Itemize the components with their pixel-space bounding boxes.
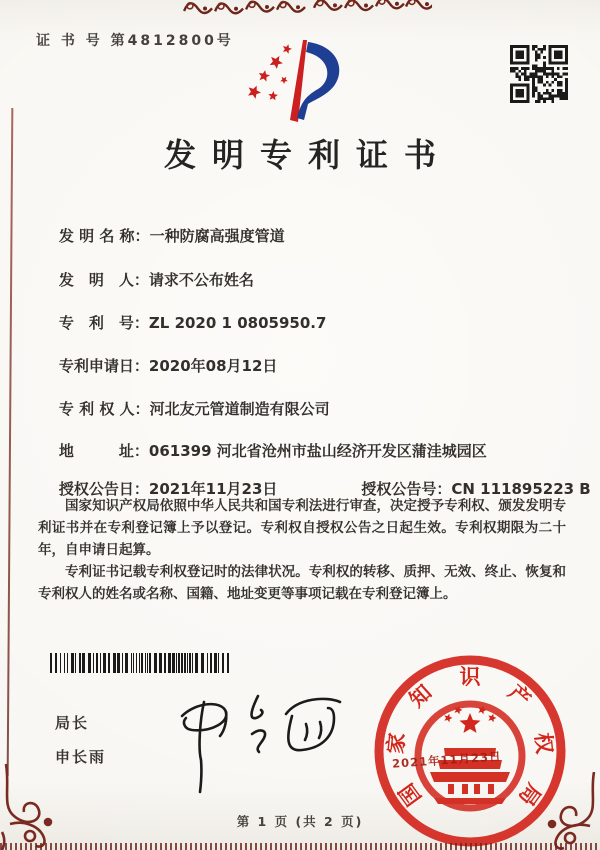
field-address-value: 061399 河北省沧州市盐山经济开发区蒲洼城园区 (148, 442, 487, 460)
svg-text:产: 产 (503, 680, 536, 712)
certificate-number: 证 书 号 第4812800号 (36, 33, 234, 49)
signer-title: 局长 (55, 714, 90, 732)
left-border-rule (7, 108, 14, 776)
field-inventor-value: 请求不公布姓名 (148, 271, 254, 289)
bottom-left-ornament (0, 762, 70, 850)
field-patentee-value: 河北友元管道制造有限公司 (149, 400, 330, 418)
field-grant-number-label: 授权公告号： (361, 480, 452, 498)
svg-text:识: 识 (459, 665, 481, 689)
field-address-label: 地 址： (58, 442, 149, 460)
legal-paragraph-2: 专利证书记载专利权登记时的法律状况。专利权的转移、质押、无效、终止、恢复和专利权人的姓名或名称、国籍、地址变更等事项记载在专利登记簿上。 (38, 564, 566, 602)
field-patent-number-label: 专 利 号： (58, 314, 149, 332)
field-invention-name-label: 发 明 名 称： (58, 227, 150, 245)
director-signature (140, 686, 355, 798)
field-inventor-label: 发 明 人： (58, 271, 149, 289)
svg-text:权: 权 (530, 731, 557, 755)
field-patentee-label: 专 利 权 人： (58, 400, 150, 418)
field-filing-date-value: 2020年08月12日 (148, 357, 278, 375)
field-grant-number-value: CN 111895223 B (451, 480, 591, 498)
field-grant-date-value: 2021年11月23日 (148, 480, 278, 498)
qr-code-icon (510, 45, 568, 103)
field-filing-date-label: 专利申请日： (58, 357, 149, 375)
seal-date-stamp: 2021年11月23日 (391, 749, 502, 771)
top-ornament-border (182, 0, 433, 21)
bottom-right-ornament (530, 772, 600, 850)
svg-text:国: 国 (394, 778, 427, 811)
barcode-icon (50, 653, 230, 673)
svg-text:知: 知 (404, 680, 437, 712)
signer-name: 申长雨 (55, 748, 107, 766)
field-patent-number-value: ZL 2020 1 0805950.7 (148, 314, 327, 332)
field-grant-date-label: 授权公告日： (58, 480, 149, 498)
svg-text:家: 家 (383, 731, 410, 755)
svg-text:局: 局 (513, 778, 546, 811)
legal-paragraph-1: 国家知识产权局依照中华人民共和国专利法进行审查，决定授予专利权、颁发发明专利证书并在专利登记簿上予以登记。专利权自授权公告之日起生效。专利权期限为二十年，自申请日起算。 (38, 498, 566, 558)
certificate-title: 发明专利证书 (163, 136, 452, 174)
bottom-border-fringe (0, 843, 600, 850)
page-number: 第 1 页 (共 2 页) (236, 814, 364, 829)
cnipa-patent-logo-icon (240, 36, 360, 131)
field-invention-name-value: 一种防腐高强度管道 (149, 227, 285, 245)
